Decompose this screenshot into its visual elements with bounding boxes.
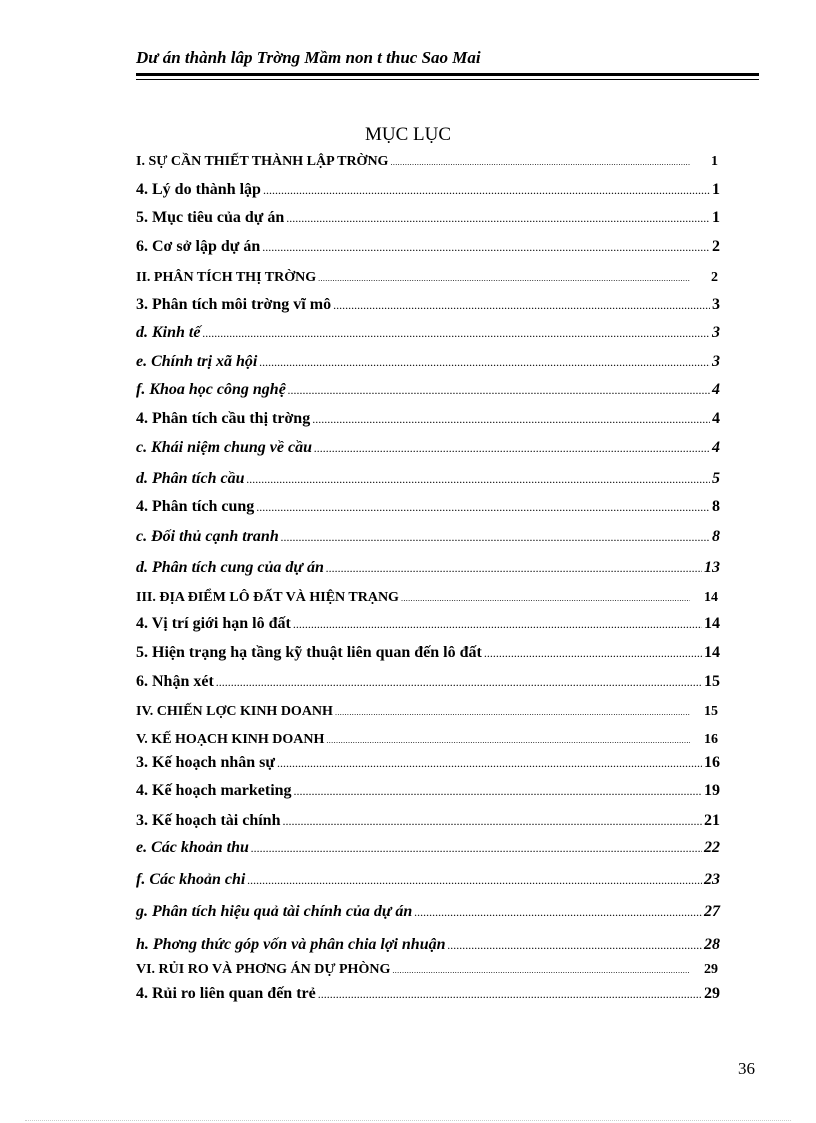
toc-entry-page: 29 (704, 985, 720, 1002)
toc-entry (136, 615, 720, 635)
toc-entry (136, 732, 720, 752)
toc-entry-label: e. Chính trị xã hội (136, 353, 258, 370)
toc-entry-label: 5. Hiện trạng hạ tầng kỹ thuật liên quan đến lô đất (136, 644, 482, 661)
dot-leader (326, 559, 702, 577)
toc-entry-page: 1 (711, 154, 718, 169)
dot-leader (247, 871, 702, 889)
dot-leader (259, 353, 710, 371)
toc-entry-label: d. Phân tích cầu (136, 470, 245, 487)
toc-entry-page: 2 (712, 238, 720, 255)
toc-entry-page: 23 (704, 871, 720, 888)
toc-entry-page: 3 (712, 324, 720, 341)
toc-entry (136, 270, 720, 290)
toc-entry (136, 754, 720, 774)
toc-entry-label: VI. RỦI RO VÀ PHƠNG ÁN DỰ PHÒNG (136, 962, 391, 977)
dot-leader (256, 498, 710, 516)
toc-entry-page: 3 (712, 296, 720, 313)
toc-entry-label: V. KẾ HOẠCH KINH DOANH (136, 732, 325, 747)
toc-entry-page: 3 (712, 353, 720, 370)
toc-entry-page: 1 (712, 209, 720, 226)
dot-leader (401, 590, 690, 606)
toc-entry-label: e. Các khoản thu (136, 839, 249, 856)
toc-entry-label: f. Các khoản chi (136, 871, 246, 888)
toc-entry-page: 4 (712, 410, 720, 427)
toc-entry-label: f. Khoa học công nghệ (136, 381, 286, 398)
toc-entry-label: 4. Kế hoạch marketing (136, 782, 292, 799)
toc-entry-label: 5. Mục tiêu của dự án (136, 209, 285, 226)
page-bottom-rule (25, 1120, 791, 1121)
dot-leader (414, 903, 702, 921)
toc-entry-label: 4. Phân tích cầu thị trờng (136, 410, 311, 427)
toc-entry (136, 559, 720, 579)
toc-entry (136, 410, 720, 430)
toc-entry (136, 296, 720, 316)
toc-entry-page: 21 (704, 812, 720, 829)
toc-entry (136, 903, 720, 923)
dot-leader (390, 154, 690, 170)
toc-entry (136, 209, 720, 229)
toc-entry (136, 782, 720, 802)
dot-leader (277, 754, 702, 772)
toc-entry-label: d. Phân tích cung của dự án (136, 559, 324, 576)
toc-entry-page: 2 (711, 270, 718, 285)
dot-leader (484, 644, 702, 662)
toc-entry (136, 353, 720, 373)
toc-entry-page: 13 (704, 559, 720, 576)
toc-entry (136, 470, 720, 490)
toc-entry (136, 962, 720, 982)
toc-entry (136, 154, 720, 174)
header-rule-thick (136, 73, 759, 76)
toc-entry (136, 985, 720, 1005)
toc-entry-page: 5 (712, 470, 720, 487)
dot-leader (282, 812, 702, 830)
toc-entry-page: 8 (712, 498, 720, 515)
dot-leader (312, 410, 710, 428)
toc-entry-page: 15 (704, 673, 720, 690)
toc-entry-label: 3. Phân tích môi trờng vĩ mô (136, 296, 332, 313)
toc-entry-page: 14 (704, 615, 720, 632)
toc-entry-label: III. ĐỊA ĐIỂM LÔ ĐẤT VÀ HIỆN TRẠNG (136, 590, 399, 605)
toc-title: MỤC LỤC (364, 124, 452, 145)
dot-leader (318, 270, 690, 286)
dot-leader (293, 615, 702, 633)
toc-entry (136, 839, 720, 859)
toc-entry-label: 4. Lý do thành lập (136, 181, 261, 198)
dot-leader (314, 439, 710, 457)
toc-entry-label: d. Kinh tế (136, 324, 201, 341)
toc-entry (136, 528, 720, 548)
toc-entry-page: 8 (712, 528, 720, 545)
dot-leader (202, 324, 710, 342)
toc-entry-label: 6. Nhận xét (136, 673, 214, 690)
toc-entry (136, 381, 720, 401)
dot-leader (335, 704, 690, 720)
dot-leader (216, 673, 702, 691)
toc-entry (136, 498, 720, 518)
dot-leader (263, 181, 710, 199)
dot-leader (251, 839, 702, 857)
toc-entry-page: 29 (704, 962, 718, 977)
dot-leader (333, 296, 710, 314)
dot-leader (288, 381, 710, 399)
toc-entry-label: 4. Rủi ro liên quan đến trẻ (136, 985, 316, 1002)
dot-leader (262, 238, 710, 256)
toc-entry-page: 1 (712, 181, 720, 198)
toc-entry-page: 19 (704, 782, 720, 799)
dot-leader (392, 962, 690, 978)
toc-entry-label: 3. Kế hoạch tài chính (136, 812, 281, 829)
dot-leader (326, 732, 690, 748)
dot-leader (286, 209, 710, 227)
toc-entry-label: g. Phân tích hiệu quả tài chính của dự án (136, 903, 413, 920)
toc-entry (136, 673, 720, 693)
toc-entry (136, 439, 720, 459)
dot-leader (448, 936, 703, 954)
toc-entry-page: 22 (704, 839, 720, 856)
toc-entry-page: 16 (704, 732, 718, 747)
toc-entry-label: I. SỰ CẦN THIẾT THÀNH LẬP TRỜNG (136, 154, 389, 169)
toc-entry-label: 3. Kế hoạch nhân sự (136, 754, 275, 771)
toc-entry-label: h. Phơng thức góp vốn và phân chia lợi nhuận (136, 936, 446, 953)
toc-entry-label: IV. CHIẾN LỢC KINH DOANH (136, 704, 333, 719)
toc-entry (136, 590, 720, 610)
toc-entry-page: 27 (704, 903, 720, 920)
toc-entry (136, 871, 720, 891)
toc-entry-page: 14 (704, 644, 720, 661)
header-rule-thin (136, 79, 759, 80)
running-header: Dư án thành lâp Trờng Mầm non t thuc Sao Mai (136, 48, 481, 67)
toc-entry-page: 28 (704, 936, 720, 953)
toc-entry (136, 181, 720, 201)
toc-entry-page: 4 (712, 439, 720, 456)
toc-entry-label: 4. Vị trí giới hạn lô đất (136, 615, 291, 632)
toc-entry (136, 644, 720, 664)
dot-leader (246, 470, 710, 488)
toc-entry-label: II. PHÂN TÍCH THỊ TRỜNG (136, 270, 317, 285)
toc-entry (136, 812, 720, 832)
toc-entry (136, 324, 720, 344)
toc-entry-label: c. Khái niệm chung về cầu (136, 439, 313, 456)
dot-leader (318, 985, 702, 1003)
toc-entry (136, 936, 720, 956)
toc-entry-label: 4. Phân tích cung (136, 498, 255, 515)
page-number: 36 (738, 1059, 755, 1078)
toc-entry-page: 14 (704, 590, 718, 605)
toc-entry-label: c. Đối thủ cạnh tranh (136, 528, 279, 545)
toc-entry (136, 238, 720, 258)
toc-entry (136, 704, 720, 724)
dot-leader (281, 528, 710, 546)
dot-leader (294, 782, 702, 800)
toc-entry-page: 4 (712, 381, 720, 398)
toc-entry-page: 15 (704, 704, 718, 719)
toc-entry-label: 6. Cơ sở lập dự án (136, 238, 261, 255)
toc-entry-page: 16 (704, 754, 720, 771)
